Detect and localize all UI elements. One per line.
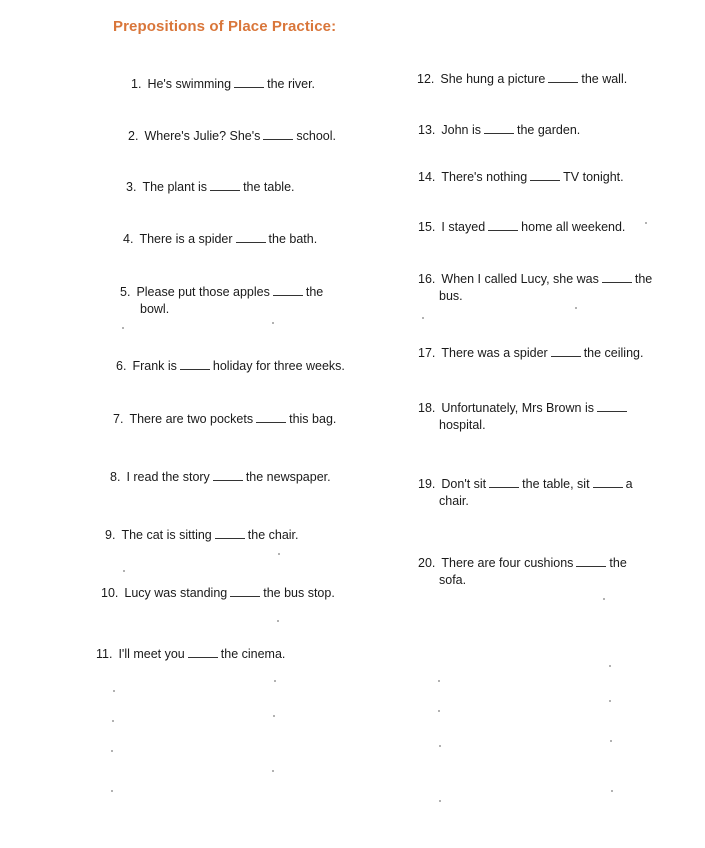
answer-blank[interactable] xyxy=(597,403,627,412)
question-6: 6. Frank is holiday for three weeks. xyxy=(116,359,345,373)
scan-speck xyxy=(273,715,275,717)
question-1: 1. He's swimming the river. xyxy=(131,77,316,91)
question-9: 9. The cat is sitting the chair. xyxy=(105,528,299,542)
scan-speck xyxy=(272,770,274,772)
question-2: 2. Where's Julie? She's school. xyxy=(128,129,336,143)
answer-blank[interactable] xyxy=(593,479,623,488)
question-15: 15. I stayed home all weekend. xyxy=(418,220,626,234)
question-14: 14. There's nothing TV tonight. xyxy=(418,170,624,184)
question-11: 11. I'll meet you the cinema. xyxy=(96,647,286,661)
scan-speck xyxy=(123,570,125,572)
scan-speck xyxy=(272,322,274,324)
answer-blank[interactable] xyxy=(234,79,264,88)
scan-speck xyxy=(274,680,276,682)
answer-blank[interactable] xyxy=(576,558,606,567)
answer-blank[interactable] xyxy=(551,348,581,357)
scan-speck xyxy=(438,710,440,712)
page-title: Prepositions of Place Practice: xyxy=(113,18,337,35)
question-18: 18. Unfortunately, Mrs Brown is hospital. xyxy=(418,400,630,434)
scan-speck xyxy=(609,665,611,667)
answer-blank[interactable] xyxy=(213,472,243,481)
question-16: 16. When I called Lucy, she was the bus. xyxy=(418,272,653,303)
answer-blank[interactable] xyxy=(256,414,286,423)
answer-blank[interactable] xyxy=(230,588,260,597)
question-13: 13. John is the garden. xyxy=(418,123,581,137)
scan-speck xyxy=(422,317,424,319)
answer-blank[interactable] xyxy=(489,479,519,488)
scan-speck xyxy=(439,745,441,747)
scan-speck xyxy=(611,790,613,792)
answer-blank[interactable] xyxy=(188,649,218,658)
scan-speck xyxy=(122,327,124,329)
question-8: 8. I read the story the newspaper. xyxy=(110,470,331,484)
scan-speck xyxy=(111,750,113,752)
scan-speck xyxy=(278,553,280,555)
answer-blank[interactable] xyxy=(263,131,293,140)
scan-speck xyxy=(439,800,441,802)
answer-blank[interactable] xyxy=(484,125,514,134)
scan-speck xyxy=(575,307,577,309)
scan-speck xyxy=(113,690,115,692)
answer-blank[interactable] xyxy=(180,361,210,370)
scan-speck xyxy=(645,222,647,224)
answer-blank[interactable] xyxy=(236,234,266,243)
question-17: 17. There was a spider the ceiling. xyxy=(418,346,644,360)
answer-blank[interactable] xyxy=(602,274,632,283)
question-3: 3. The plant is the table. xyxy=(126,180,295,194)
scan-speck xyxy=(277,620,279,622)
scan-speck xyxy=(112,720,114,722)
scan-speck xyxy=(111,790,113,792)
question-12: 12. She hung a picture the wall. xyxy=(417,72,628,86)
question-19: 19. Don't sit the table, sit a chair. xyxy=(418,477,633,508)
answer-blank[interactable] xyxy=(210,182,240,191)
answer-blank[interactable] xyxy=(273,287,303,296)
answer-blank[interactable] xyxy=(548,74,578,83)
answer-blank[interactable] xyxy=(488,222,518,231)
answer-blank[interactable] xyxy=(215,530,245,539)
question-10: 10. Lucy was standing the bus stop. xyxy=(101,586,335,600)
question-5: 5. Please put those apples the bowl. xyxy=(120,285,324,316)
scan-speck xyxy=(609,700,611,702)
question-7: 7. There are two pockets this bag. xyxy=(113,412,337,426)
answer-blank[interactable] xyxy=(530,172,560,181)
scan-speck xyxy=(438,680,440,682)
question-20: 20. There are four cushions the sofa. xyxy=(418,556,627,587)
question-4: 4. There is a spider the bath. xyxy=(123,232,318,246)
scan-speck xyxy=(610,740,612,742)
scan-speck xyxy=(603,598,605,600)
